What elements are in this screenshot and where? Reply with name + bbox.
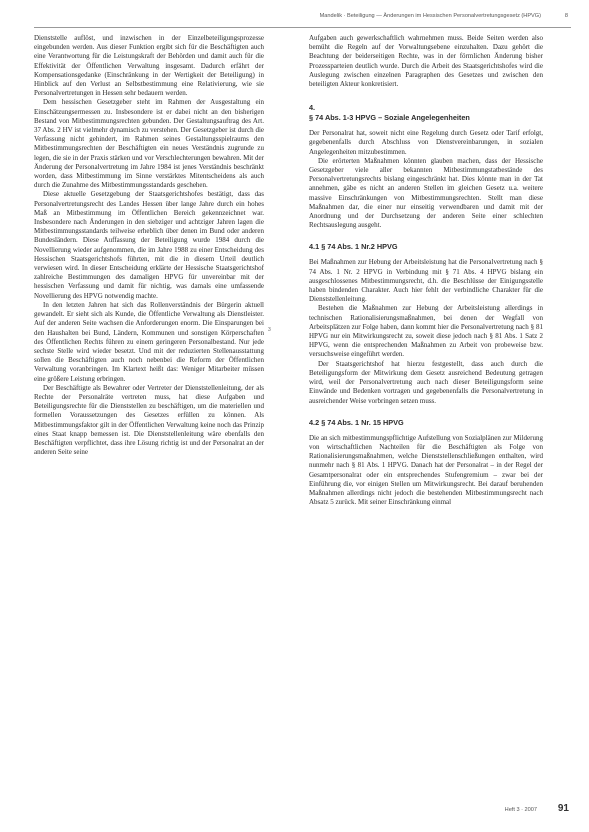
paragraph: Dem hessischen Gesetzgeber steht im Rahmen der Ausgestaltung ein Einschätzungsermessen zu. Insbesondere ist er dabei nicht an den bisherigen Bestand von Mitbestimmungsrechten gebunden. Der Gestaltungsauftrag des Art. 37 Abs. 2 HV ist vielmehr dynamisch zu verstehen. Der Gesetzgeber ist durch die Verfassung nicht gehindert, im Rahmen seines Gestaltungsspielraums den Mitbestimmungsrechten der Beschäftigten ein neues Verständnis zugrunde zu legen, die sie in der Praxis stärken und vor Verschlechterungen bewahren. Mit der Änderung der Personalvertretung im Jahre 1984 ist jenes Verständnis beschränkt worden, dass Mitbestimmung im Sinne verstärktes Mitentscheidens als auch durch die Zunahme des Mitbestimmungsstandards geschehen. — [34, 98, 264, 190]
page-footer — [34, 800, 571, 820]
section-title: § 74 Abs. 1 Nr.2 HPVG — [321, 242, 398, 252]
paragraph: Aufgaben auch gewerkschaftlich wahrnehmen muss. Beide Seiten werden also bemüht die Regeln auf der Vorwaltungsebene einzuhalten. Dazu gehört die Beachtung der beiderseitigen Rechte, was in der förmlichen Änderung bisher Prozessparteien deutlich wurde. Durch die Arbeit des Staatsgerichtshofes wird die Auslegung zwischen einzelnen Paragraphen des Gesetzes und zwischen den beteiligten Akteur konkretisiert. — [309, 34, 543, 89]
right-column — [309, 34, 543, 507]
issue-label: Heft 3 · 2007 — [504, 807, 537, 813]
paragraph: Der Beschäftigte als Bewahrer oder Vertreter der Dienststellenleitung, der als Rechte der Personalräte vertreten muss, hat diese Aufgaben und Beteiligungsrechte für die Dienststellen zu beschäftigen, um die materiellen und formellen Voraussetzungen des Gesetzes erfüllen zu können. Als Mitbestimmungsfaktor gilt in der Öffentlichen Verwaltung keine noch das Prinzip eines Staat knapp bemessen ist. Die Dienststellenleitung wäre ebenfalls den Beschäftigten verpflichtet, dass ihre Lösung richtig ist und der Personalrat an der anderen Seite seine — [34, 383, 264, 457]
paragraph: Bei Maßnahmen zur Hebung der Arbeitsleistung hat die Personalvertretung nach § 74 Abs. 1 Nr. 2 HPVG in Verbindung mit § 71 Abs. 4 HPVG bislang ein ausgeschlossenes Mitbestimmungsrecht, d.h. die Beschlüsse der Einigungsstelle haben bindenden Charakter. Auch hier fehlt der verbindliche Charakter für die Dienststellenleitung. — [309, 258, 543, 304]
running-title: Mandelik · Beteiligung — Änderungen im Hessischen Personalvertretungsgesetz (HPVG) — [319, 13, 541, 19]
header-rule — [34, 27, 571, 28]
paragraph: Der Staatsgerichtshof hat hierzu festgestellt, dass auch durch die Beteiligungsform der Mitwirkung dem Gesetz ausreichend Bedeutung getragen wird, weil der Personalvertretung auch nach dieser Beteiligungsform seine Einwände und Bedenken vortragen und gegebenenfalls die Personalvertretung in ausreichender Weise vorbringen setzen muss. — [309, 359, 543, 405]
section-heading — [309, 242, 543, 252]
paragraph: In den letzten Jahren hat sich das Rollenverständnis der Bürgerin aktuell gewandelt. Er sieht sich als Kunde, die Öffentliche Verwaltung als Dienstleister. Auf der anderen Seite wachsen die Anforderungen enorm. Die Einsparungen bei den Haushalten bei Bund, Ländern, Kommunen und sonstigen Körperschaften des Öffentlichen Rechts führen zu einem geringeren Personalbestand. Nur jede sechste Stelle wird wieder besetzt. Und mit der reduzierten Stellenausstattung sollen die Beschäftigten auch noch nebenbei die Reform der Öffentlichen Verwaltung voranbringen. Im Klartext heißt das: Weniger Mitarbeiter müssen eine größere Leistung erbringen. — [34, 300, 264, 383]
paragraph: Die an sich mitbestimmungspflichtige Aufstellung von Sozialplänen zur Milderung von wirtschaftlichen Nachteilen für die Beschäftigten als Folge von Rationalisierungsmaßnahmen, welche Dienststellenschließungen enthalten, wird nunmehr nach § 81 Abs. 1 HPVG. Danach hat der Personalrat – in der Regel der Gesamtpersonalrat oder ein entsprechendes Stufengremium – zwar bei der Einführung die, vor einigen Stellen um Mitwirkungsrecht. Bei darauf beruhenden Maßnahmen allerdings nicht jedoch die bestehenden Mitbestimmungsrecht nach Absatz 5 zurück. Mit seiner Einschränkung einmal — [309, 433, 543, 507]
running-header — [34, 10, 571, 24]
section-title: § 74 Abs. 1 Nr. 15 HPVG — [321, 417, 404, 427]
section-heading: § 74 Abs. 1-3 HPVG – Soziale Angelegenheiten — [309, 113, 470, 123]
page-number: 91 — [557, 803, 569, 814]
left-column — [34, 34, 264, 457]
paragraph: Die erörterten Maßnahmen könnten glauben machen, dass der Hessische Gesetzgeber viele aller bekannten Mitbestimmungstatbestände des Personalvertretungsrechts bislang eingeschränkt hat. Dies könnte man in der Tat annehmen, gäbe es nicht an anderen Stellen im gleichen Gesetz u.a. weitere massive Einschränkungen von Mitbestimmungsrechten. Stellt man diese Maßnahmen dar, die einer nur einseitig verwendbaren und damit mit der Anordnung und der Durchsetzung der anderen Seite einer schlechten Rechtsauslegung ausgeht. — [309, 156, 543, 230]
section-number: 4.1 — [309, 242, 320, 252]
paragraph: Der Personalrat hat, soweit nicht eine Regelung durch Gesetz oder Tarif erfolgt, gegebenenfalls durch Abschluss von Dienstvereinbarungen, in sozialen Angelegenheiten mitzubestimmen. — [309, 129, 543, 156]
paragraph: Dienststelle auflöst, und inzwischen in der Einzelbeteiligungsprozesse eingebunden werden. Aus dieser Funktion ergibt sich für die Beschäftigten auch eine Verantwortung für die Leistungskraft der Behörden und damit auch für die Effektivität der Öffentlichen Verwaltung insgesamt. Dadurch erfährt der Kompensationsgedanke (Einschränkung in der Wertigkeit der Beteiligung) in Hinblick auf den Verlust an Selbstbestimmung eine Relativierung, wie sie Personalvertretungen in Hessen sehr bedauern werden. — [34, 34, 264, 98]
section-number: 4. — [309, 103, 316, 113]
margin-footnote-marker: 3 — [268, 327, 271, 333]
section-number: 4.2 — [309, 417, 320, 427]
paragraph: Diese aktuelle Gesetzgebung der Staatsgerichtshofes bestätigt, dass das Personalvertretungsrecht des Landes Hessen über lange Jahre durch ein hohes Maß an Mitbestimmung im Öffentlichen Bereich gekennzeichnet war. Insbesondere nach Änderungen in den siebziger und achtziger Jahren lagen die Mitbestimmungsstandards teilweise erheblich über denen im Bund oder anderen Bundesländern. Diese Auffassung der Beteiligung wurde 1984 durch die Novellierung wieder aufgenommen, die im Jahre 1988 zu einer Entscheidung des Hessischen Staatsgerichtshofs führten, mit die in diesem Urteil deutlich verwiesen wird. In dieser Entscheidung erklärte der Hessische Staatsgerichtshof zahlreiche Bestimmungen des damaligen HPVG für unvereinbar mit der hessischen Verfassung und damit für nichtig, was damals eine umfassende Novellierung des HPVG notwendig machte. — [34, 190, 264, 300]
section-heading — [309, 418, 543, 428]
paragraph: Bestehen die Maßnahmen zur Hebung der Arbeitsleistung allerdings in technischen Rationalisierungsmaßnahmen, bei denen der Wegfall von Arbeitsplätzen zur Folge haben, dann kommt hier die Personalvertretung nach § 81 HPVG nur ein Mitwirkungsrecht zu, soweit diese jedoch nach § 81 Abs. 1 Satz 2 HPVG, wenn die entsprechenden Maßnahmen zu Arbeit von probeweise bzw. versuchsweise eingeführt werden. — [309, 304, 543, 359]
header-page-number: 8 — [564, 13, 568, 19]
